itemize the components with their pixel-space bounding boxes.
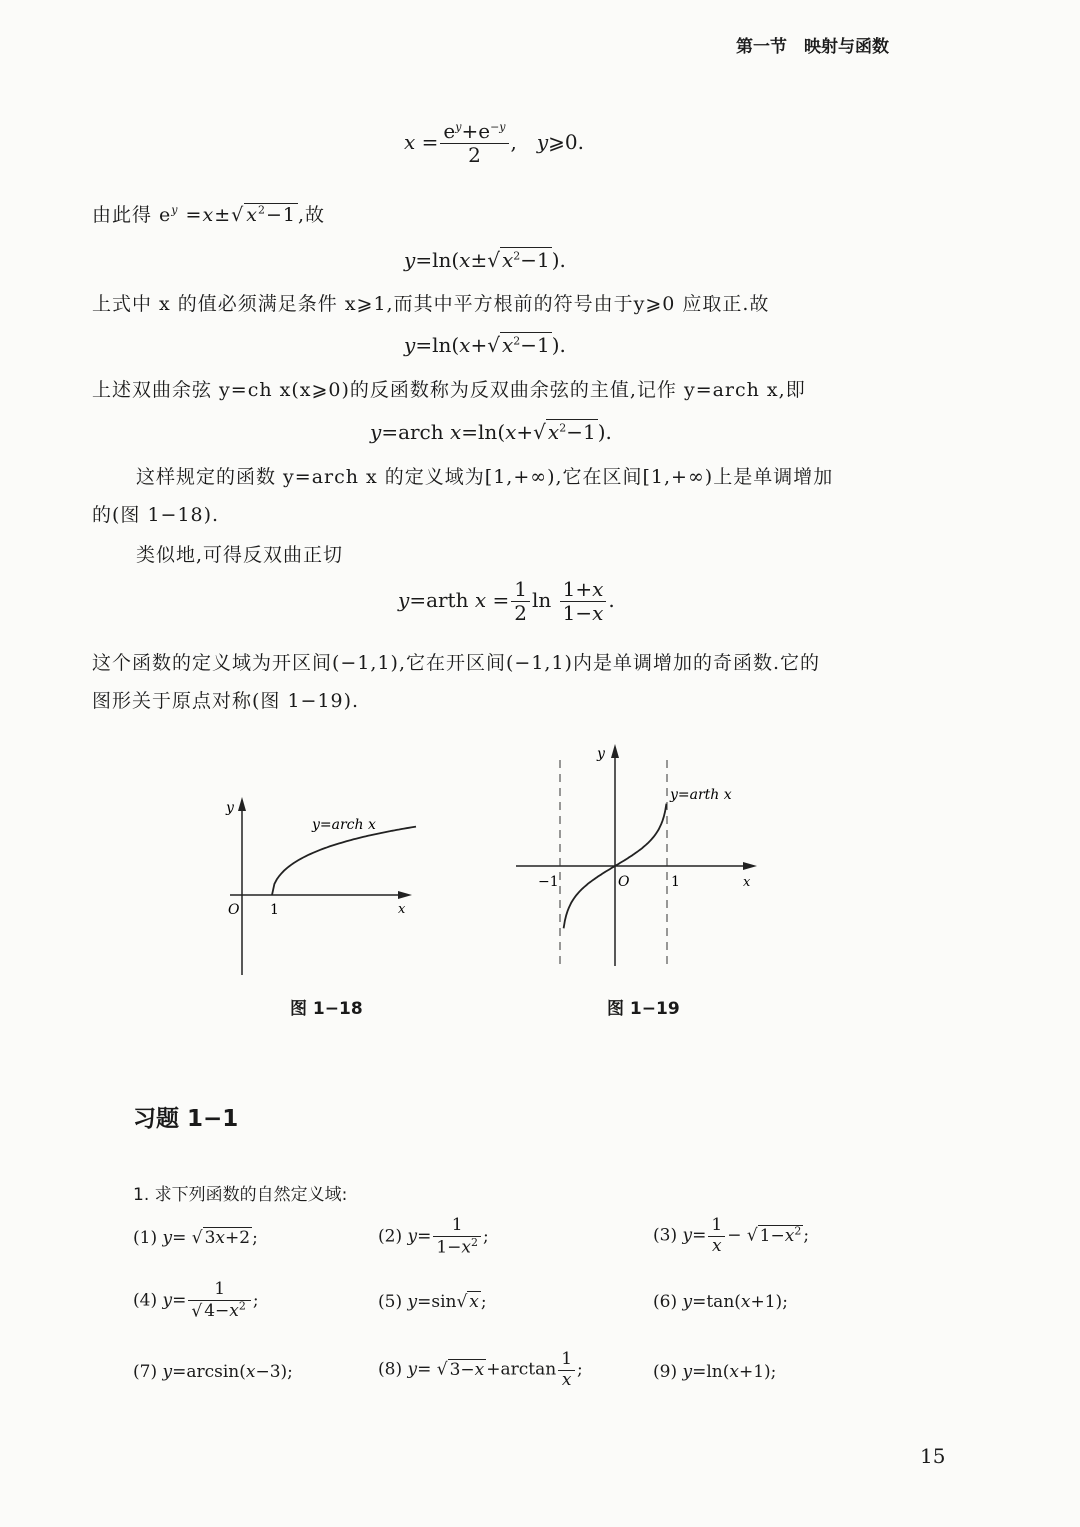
- exercise-item-1: (1) y= √ 3x+2 ;: [133, 1228, 258, 1248]
- fig1-ylabel: y: [226, 800, 234, 816]
- paragraph-line-3: 上述双曲余弦 y=ch x(x⩾0)的反函数称为反双曲余弦的主值,记作 y=arch x,即: [92, 379, 806, 401]
- exercise-item-9: (9) y=ln(x+1);: [653, 1362, 777, 1382]
- y-axis-arrow: [238, 797, 246, 811]
- fig1-tick-1: 1: [270, 902, 279, 918]
- arch-curve: [272, 827, 416, 895]
- fig2-curve-label: y=arth x: [670, 787, 732, 803]
- equation-3: y=ln(x+√ $x^2-1$ ).: [404, 333, 566, 357]
- equation-x-cosh: x = $\frac{e^y+e^{-y}}{2}$ , y⩾0.: [404, 119, 585, 167]
- equation-2: y=ln(x±√ $x^2-1$ ).: [404, 248, 566, 272]
- paragraph-line-4a: 这样规定的函数 y=arch x 的定义域为[1,+∞),它在区间[1,+∞)上是单调增加: [136, 466, 834, 488]
- paragraph-line-6a: 这个函数的定义域为开区间(−1,1),它在开区间(−1,1)内是单调增加的奇函数.它的: [92, 652, 821, 674]
- equation-4: y=arch x=ln(x+√ $x^2-1$ ).: [370, 420, 612, 444]
- figure-1-19-arth: [510, 738, 760, 970]
- y-axis-arrow: [611, 744, 619, 758]
- fig1-xlabel: x: [398, 902, 406, 917]
- page-number: 15: [920, 1444, 946, 1468]
- fig1-curve-label: y=arch x: [312, 817, 376, 833]
- paragraph-line-2: 上式中 x 的值必须满足条件 x⩾1,而其中平方根前的符号由于y⩾0 应取正.故: [92, 293, 770, 315]
- x-axis-arrow: [743, 862, 757, 870]
- exercise-section-title: 习题 1−1: [133, 1106, 239, 1132]
- running-header: 第一节 映射与函数: [736, 37, 889, 57]
- fig2-origin: O: [618, 874, 630, 890]
- figure-1-18-caption: 图 1−18: [290, 999, 363, 1019]
- fig2-tick-1: 1: [671, 874, 680, 890]
- equation-5-arth: y=arth x = $\frac{1}{2}$ ln $\frac{1+x}{1-x}$ .: [398, 577, 615, 625]
- paragraph-line-1: 由此得 $e^y =x\pm√$ $x^2-1$ ,故: [92, 203, 326, 226]
- fig2-xlabel: x: [743, 875, 751, 890]
- exercise-question-1: 1. 求下列函数的自然定义域:: [133, 1185, 348, 1205]
- exercise-item-8: (8) y= √ 3−x +arctan $\frac{1}{x}$ ;: [378, 1349, 583, 1390]
- paragraph-line-4b: 的(图 1−18).: [92, 504, 220, 526]
- fig1-origin: O: [228, 902, 240, 918]
- fig2-tick-neg1: −1: [538, 874, 559, 890]
- paragraph-line-6b: 图形关于原点对称(图 1−19).: [92, 690, 360, 712]
- exercise-item-4: (4) y= $\frac{1}{√ 4-x^2}$ ;: [133, 1279, 259, 1322]
- fig2-ylabel: y: [597, 746, 605, 762]
- exercise-item-6: (6) y=tan(x+1);: [653, 1292, 788, 1312]
- paragraph-line-5: 类似地,可得反双曲正切: [136, 544, 344, 566]
- figure-1-19-caption: 图 1−19: [607, 999, 680, 1019]
- x-axis-arrow: [398, 891, 412, 899]
- exercise-item-5: (5) y=sin√ x ;: [378, 1292, 487, 1312]
- exercise-item-2: (2) y= $\frac{1}{1-x^2}$ ;: [378, 1215, 489, 1258]
- exercise-item-7: (7) y=arcsin(x−3);: [133, 1362, 293, 1382]
- exercise-item-3: (3) y= $\frac{1}{x}$ − √ $1-x^2$ ;: [653, 1215, 810, 1256]
- figure-1-18-arch: [210, 785, 430, 980]
